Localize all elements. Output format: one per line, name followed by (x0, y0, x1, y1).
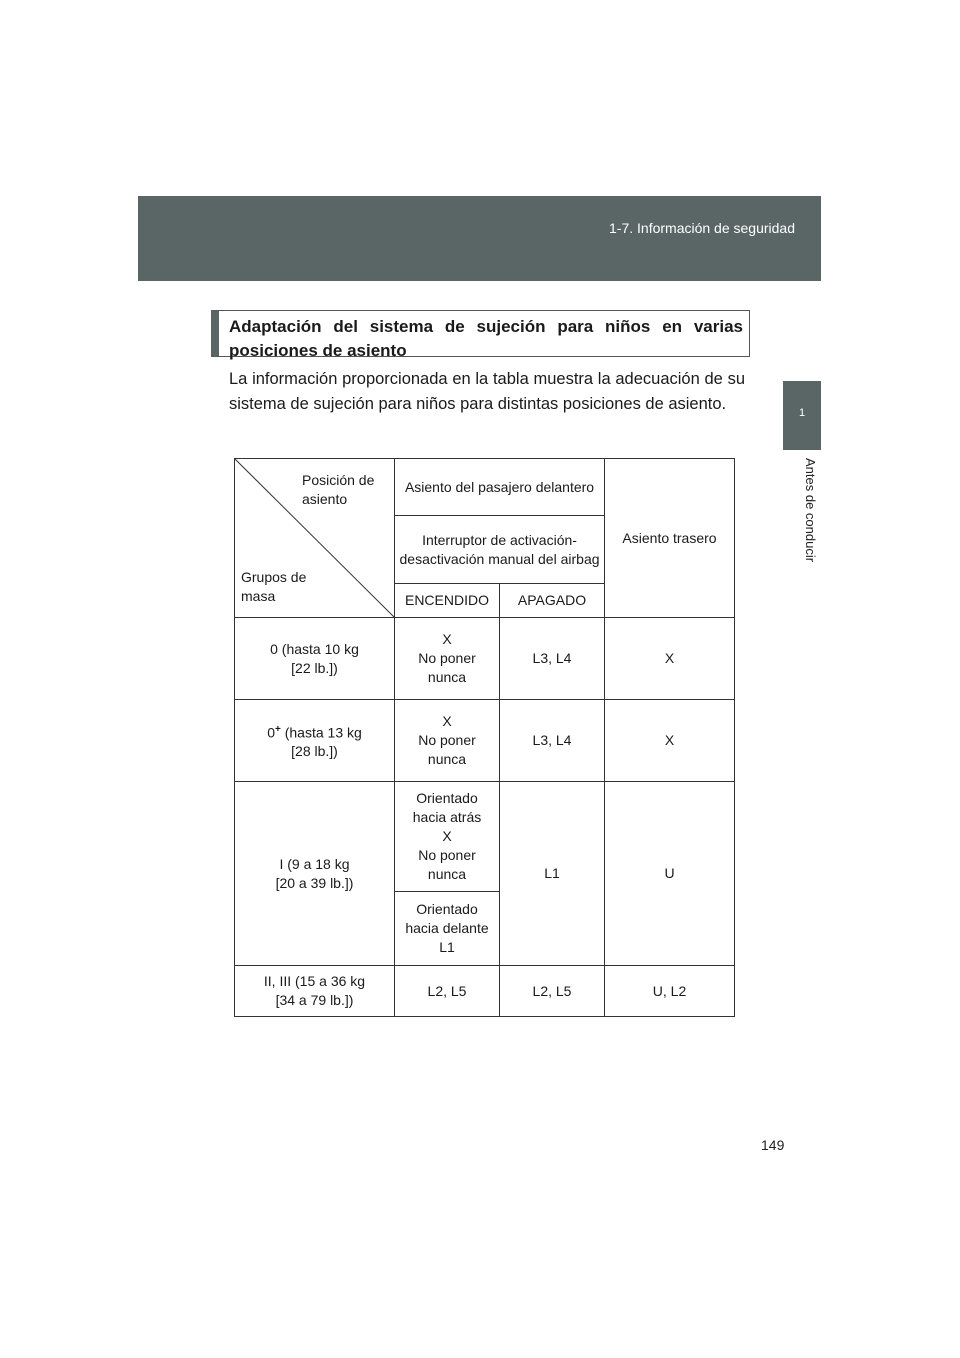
mass-group-label: Grupos de masa (241, 569, 307, 604)
intro-paragraph: La información proporcionada en la tabla muestra la adecuación de su sistema de sujeción para niños para distintas posiciones de asiento. (229, 370, 745, 413)
group-line: [20 a 39 lb.]) (275, 874, 354, 891)
rearward-cell (395, 782, 500, 892)
rear-cell: U, L2 (605, 966, 735, 1017)
cell-line: No poner (418, 847, 476, 863)
rear-cell: U (605, 782, 735, 966)
section-title: Adaptación del sistema de sujeción para niños en varias posiciones de asiento (211, 310, 750, 357)
cell-line: nunca (427, 751, 467, 767)
cell-line: nunca (427, 669, 467, 685)
off-header: APAGADO (500, 584, 605, 618)
forward-cell (395, 892, 500, 966)
cell-line: X (442, 828, 452, 844)
cell-line: No poner (418, 650, 476, 666)
cell-line: Orientado (416, 790, 478, 806)
cell-line: Orientado (416, 901, 478, 917)
chapter-tab (783, 381, 821, 450)
cell-line: hacia delante (405, 920, 489, 936)
mass-group-cell (235, 700, 395, 782)
table-corner-cell (235, 459, 395, 618)
group-line: 0 (hasta 10 kg (270, 640, 359, 657)
mass-group-cell (235, 618, 395, 700)
cell-line: nunca (427, 866, 467, 882)
group-line: I (9 a 18 kg (279, 855, 350, 872)
on-cell (395, 618, 500, 700)
on-header: ENCENDIDO (395, 584, 500, 618)
table-row (235, 966, 735, 1017)
off-cell: L1 (500, 782, 605, 966)
table-row (235, 618, 735, 700)
table-row (235, 700, 735, 782)
rear-cell: X (605, 700, 735, 782)
rear-cell: X (605, 618, 735, 700)
off-cell: L3, L4 (500, 700, 605, 782)
cell-line: No poner (418, 732, 476, 748)
off-cell: L2, L5 (500, 966, 605, 1017)
on-cell: L2, L5 (395, 966, 500, 1017)
on-cell (395, 700, 500, 782)
front-passenger-header: Asiento del pasajero delantero (395, 459, 605, 516)
rear-seat-header: Asiento trasero (605, 459, 735, 618)
group-line: [34 a 79 lb.]) (275, 992, 354, 1008)
group-line: 0+ (hasta 13 kg (267, 723, 362, 741)
off-cell: L3, L4 (500, 618, 605, 700)
group-line: [28 lb.]) (291, 743, 338, 760)
cell-line: L1 (439, 939, 455, 955)
table-row (235, 782, 735, 892)
chapter-number: 1 (798, 407, 806, 419)
seat-position-label: Posición de asiento (302, 472, 375, 507)
group-line: [22 lb.]) (291, 659, 338, 676)
cell-line: X (442, 631, 452, 647)
mass-group-cell (235, 966, 395, 1017)
cell-line: hacia atrás (412, 809, 482, 825)
group-line: II, III (15 a 36 kg (263, 973, 366, 989)
mass-group-cell (235, 782, 395, 966)
seat-suitability-table (234, 458, 735, 1017)
header-band (138, 196, 821, 281)
cell-line: X (442, 713, 452, 729)
airbag-switch-header: Interruptor de activación-desactivación manual del airbag (395, 516, 605, 584)
section-label: 1-7. Información de seguridad (609, 220, 795, 236)
page-number: 149 (761, 1137, 785, 1153)
chapter-title: Antes de conducir (803, 458, 818, 563)
